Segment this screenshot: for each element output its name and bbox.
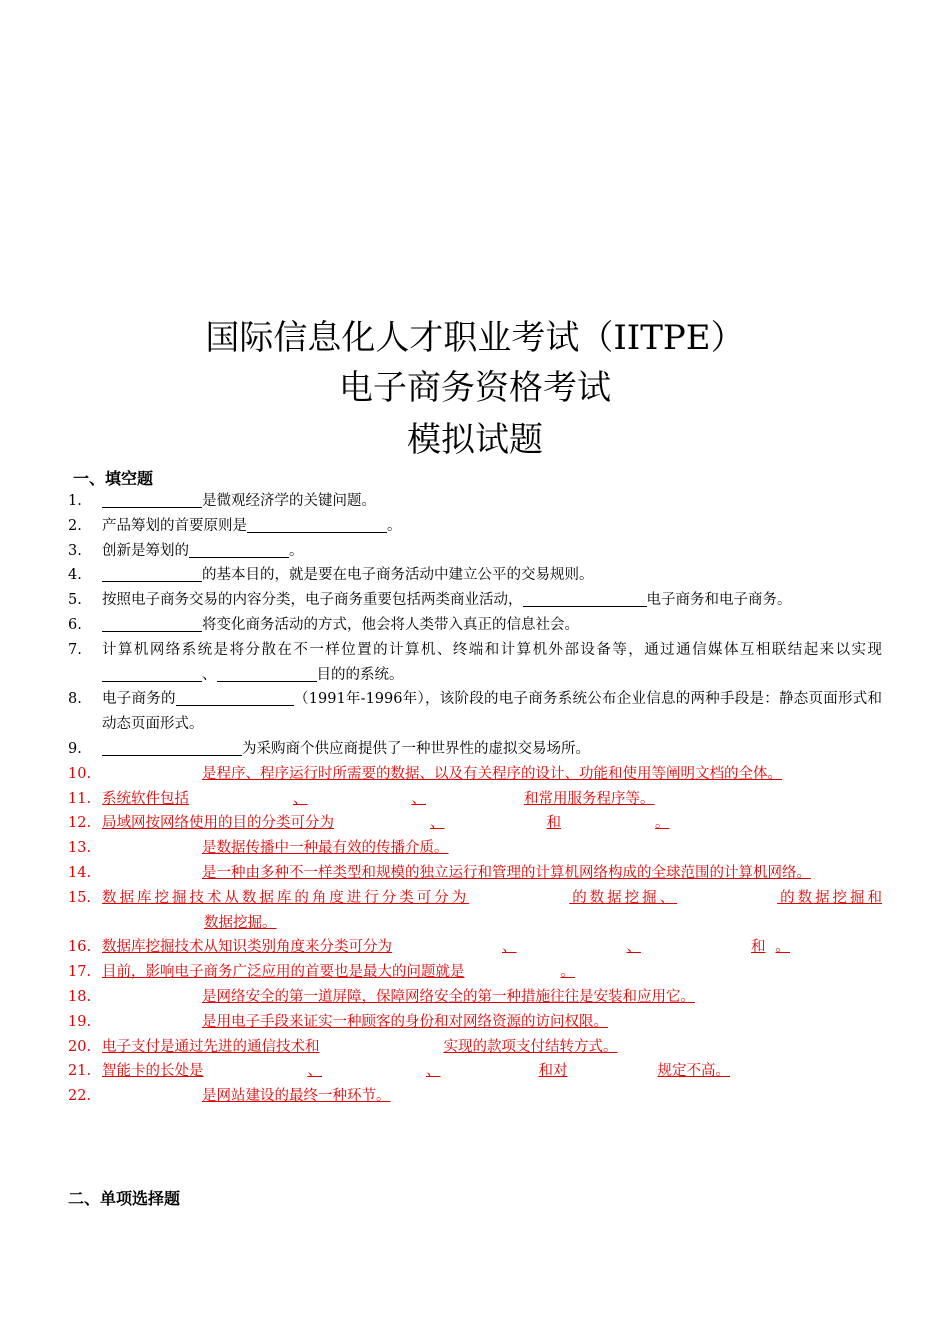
doc-title-line1: 国际信息化人才职业考试（IITPE） (205, 318, 745, 358)
answer-blank[interactable] (102, 614, 202, 632)
section-heading-single-choice: 二、单项选择题 (68, 1189, 181, 1208)
question-list (68, 489, 882, 1109)
question-item: 22. 是网站建设的最终一种环节。 (68, 1084, 882, 1109)
question-item: 6. 将变化商务活动的方式，他会将人类带入真正的信息社会。 (68, 613, 882, 638)
question-item: 13. 是数据传播中一种最有效的传播介质。 (68, 836, 882, 861)
question-item: 15. 数据库挖掘技术从数据库的角度进行分类可分为 的数据挖掘、 的数据挖掘和数据挖掘。 (68, 886, 882, 936)
question-item: 14. 是一种由多种不一样类型和规模的独立运行和管理的计算机网络构成的全球范围的计算机网络。 (68, 861, 882, 886)
question-number: 8. (68, 691, 82, 708)
question-item: 16. 数据库挖掘技术从知识类别角度来分类可分为 、 、 和 。 (68, 935, 882, 960)
question-item: 7. 计算机网络系统是将分散在不一样位置的计算机、终端和计算机外部设备等，通过通信媒体互相联结起来以实现、 目的的系统。 (68, 638, 882, 688)
question-number: 7. (68, 641, 82, 658)
question-number: 18. (68, 988, 92, 1005)
question-number: 12. (68, 815, 92, 832)
question-item: 3. 创新是筹划的 。 (68, 539, 882, 564)
question-number: 10. (68, 765, 92, 782)
answer-blank[interactable] (523, 589, 647, 607)
question-number: 5. (68, 592, 82, 609)
question-item: 17. 目前，影响电子商务广泛应用的首要也是最大的问题就是 。 (68, 960, 882, 985)
question-number: 14. (68, 864, 92, 881)
question-item: 20. 电子支付是通过先进的通信技术和 实现的款项支付结转方式。 (68, 1035, 882, 1060)
question-number: 11. (68, 790, 92, 807)
answer-blank[interactable] (189, 540, 289, 558)
question-number: 15. (68, 889, 92, 906)
question-number: 13. (68, 840, 92, 857)
doc-title-line2: 电子商务资格考试 (339, 368, 611, 408)
answer-blank[interactable] (102, 564, 202, 582)
question-number: 17. (68, 964, 92, 981)
question-item: 1. 是微观经济学的关键问题。 (68, 489, 882, 514)
question-item: 11. 系统软件包括 、 、 和常用服务程序等。 (68, 787, 882, 812)
question-item: 8. 电子商务的 （1991年-1996年），该阶段的电子商务系统公布企业信息的两种手段是：静态页面形式和动态页面形式。 (68, 687, 882, 737)
question-item: 18. 是网络安全的第一道屏障，保障网络安全的第一种措施往往是安装和应用它。 (68, 985, 882, 1010)
answer-blank[interactable] (102, 490, 202, 508)
question-number: 6. (68, 616, 82, 633)
question-number: 20. (68, 1038, 92, 1055)
question-number: 3. (68, 542, 82, 559)
answer-blank[interactable] (247, 515, 387, 533)
question-item: 4. 的基本目的，就是要在电子商务活动中建立公平的交易规则。 (68, 563, 882, 588)
question-item: 5. 按照电子商务交易的内容分类，电子商务重要包括两类商业活动， 电子商务和电子商务。 (68, 588, 882, 613)
question-item: 10. 是程序、程序运行时所需要的数据、以及有关程序的设计、功能和使用等阐明文档的全体。 (68, 762, 882, 787)
section-heading-fill-blank: 一、填空题 (73, 469, 154, 488)
answer-blank[interactable] (217, 664, 317, 682)
question-number: 19. (68, 1013, 92, 1030)
doc-title-line3: 模拟试题 (407, 420, 543, 460)
answer-blank[interactable] (176, 688, 294, 706)
question-number: 4. (68, 567, 82, 584)
question-number: 9. (68, 740, 82, 757)
question-item: 19. 是用电子手段来证实一种顾客的身份和对网络资源的访问权限。 (68, 1010, 882, 1035)
answer-blank[interactable] (102, 738, 242, 756)
question-number: 16. (68, 939, 92, 956)
question-number: 22. (68, 1088, 92, 1105)
question-item: 12. 局域网按网络使用的目的分类可分为 、 和 。 (68, 811, 882, 836)
answer-blank[interactable] (102, 664, 202, 682)
question-number: 21. (68, 1063, 92, 1080)
question-item: 21. 智能卡的长处是 、 、 和对 规定不高。 (68, 1059, 882, 1084)
question-item: 2. 产品筹划的首要原则是 。 (68, 514, 882, 539)
question-item: 9. 为采购商个供应商提供了一种世界性的虚拟交易场所。 (68, 737, 882, 762)
question-number: 1. (68, 493, 82, 509)
question-number: 2. (68, 517, 82, 534)
